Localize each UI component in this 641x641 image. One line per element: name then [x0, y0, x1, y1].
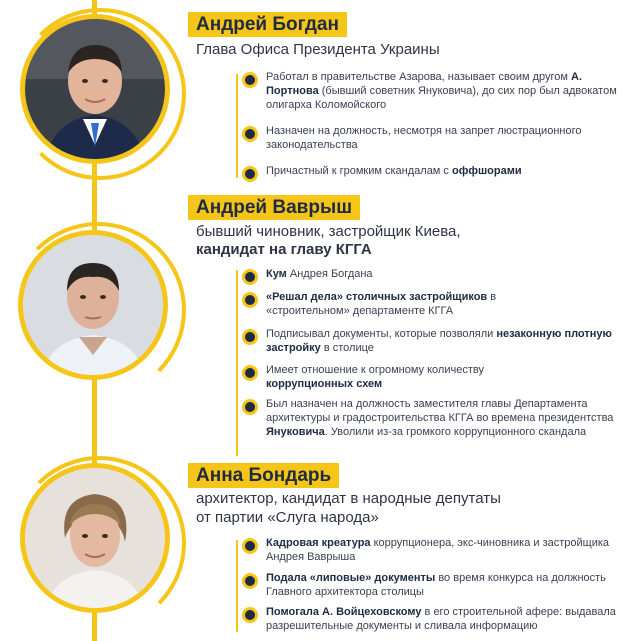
- bullet-icon: [242, 292, 258, 308]
- bullet-icon: [242, 72, 258, 88]
- item-text: Кадровая креатура коррупционера, экс-чиновника и застройщика Андрея Ваврыша: [266, 537, 610, 563]
- list-item: [247, 571, 633, 599]
- bullet-icon: [242, 329, 258, 345]
- bullet-icon: [242, 607, 258, 623]
- list-item: [247, 363, 633, 391]
- bullet-icon: [242, 166, 258, 182]
- item-text: Кум Андрея Богдана: [266, 268, 373, 280]
- person-1-role: Глава Офиса Президента Украины: [196, 41, 440, 58]
- person-1-photo-frame: [20, 14, 170, 164]
- item-text: Причастный к громким скандалам с оффшорами: [266, 165, 522, 177]
- list-item: [247, 397, 633, 439]
- person-3-photo: [25, 468, 165, 608]
- list-item: [247, 124, 633, 152]
- list-item: [247, 327, 633, 355]
- bullet-icon: [242, 365, 258, 381]
- item-text: Имеет отношение к огромному количеству коррупционных схем: [266, 364, 484, 390]
- item-text: Подала «липовые» документы во время конкурса на должность Главного архитектора столицы: [266, 572, 606, 598]
- person-3-list-line: [236, 540, 238, 632]
- person-2-photo-frame: [18, 230, 168, 380]
- list-item: [247, 164, 633, 182]
- item-text: Был назначен на должность заместителя главы Департамента архитектуры и градостроительства КГГА во времена президентства Януковича. Уволили из-за громкого коррупционного скандала: [266, 398, 614, 438]
- person-3-name: Анна Бондарь: [188, 463, 339, 488]
- list-item: [247, 605, 633, 633]
- bullet-icon: [242, 573, 258, 589]
- list-item: [247, 536, 633, 564]
- person-3-role-line-1: архитектор, кандидат в народные депутаты: [196, 490, 501, 507]
- item-text: «Решал дела» столичных застройщиков в «строительном» департаменте КГГА: [266, 291, 497, 317]
- bullet-icon: [242, 126, 258, 142]
- item-text: Работал в правительстве Азарова, называет своим другом А. Портнова (бывший советник Януковича), до сих пор был адвокатом олигарха Коломойского: [266, 71, 617, 111]
- list-item: [247, 290, 633, 318]
- person-2-name: Андрей Ваврыш: [188, 195, 360, 220]
- person-1-photo: [25, 19, 165, 159]
- list-item: [247, 70, 633, 112]
- person-2-role-line-2: кандидат на главу КГГА: [196, 241, 372, 258]
- person-3-photo-frame: [20, 463, 170, 613]
- item-text: Помогала А. Войцеховскому в его строительной афере: выдавала разрешительные документы и сливала информацию: [266, 606, 616, 632]
- person-3-role-line-2: от партии «Слуга народа»: [196, 509, 379, 526]
- item-text: Подписывал документы, которые позволяли незаконную плотную застройку в столице: [266, 328, 612, 354]
- list-item: [247, 267, 633, 285]
- person-1-name: Андрей Богдан: [188, 12, 347, 37]
- bullet-icon: [242, 399, 258, 415]
- bullet-icon: [242, 269, 258, 285]
- person-2-list-line: [236, 270, 238, 456]
- person-1-list-line: [236, 74, 238, 178]
- person-2-role-line-1: бывший чиновник, застройщик Киева,: [196, 223, 461, 240]
- person-2-photo: [23, 235, 163, 375]
- bullet-icon: [242, 538, 258, 554]
- item-text: Назначен на должность, несмотря на запрет люстрационного законодательства: [266, 125, 582, 151]
